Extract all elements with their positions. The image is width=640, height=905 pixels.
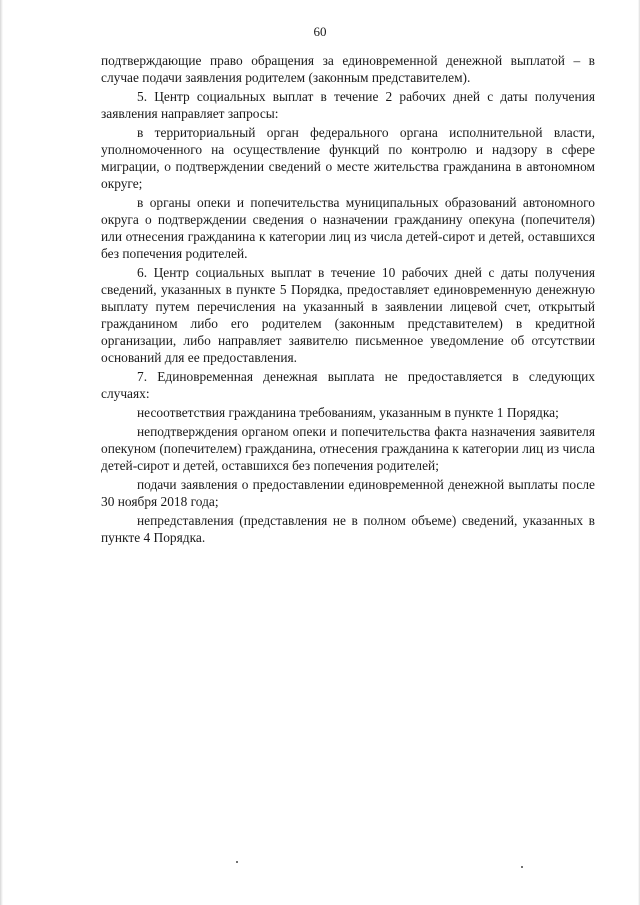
scan-speck bbox=[521, 866, 523, 868]
paragraph-guardianship-request: в органы опеки и попечительства муниципальных образований автономного округа о подтверждении сведения о назначении гражданину опекуна (попечителя) или отнесения гражданина к категории лиц из числа детей-сирот и детей, оставшихся без попечения родителей. bbox=[101, 195, 595, 261]
paragraph-case-requirements: несоответствия гражданина требованиям, указанным в пункте 1 Порядка; bbox=[137, 405, 559, 420]
scan-edge-left bbox=[0, 0, 3, 905]
paragraph-item-6: 6. Центр социальных выплат в течение 10 рабочих дней с даты получения сведений, указанных в пункте 5 Порядка, предоставляет единовременную денежную выплату путем перечисления на указанный в заявлении лицевой счет, открытый гражданином либо его родителем (законным представителем) в кредитной организации, либо направляет заявителю письменное уведомление об отсутствии оснований для ее предоставления. bbox=[101, 265, 595, 365]
paragraph-migration-request: в территориальный орган федерального органа исполнительной власти, уполномоченного на осуществление функций по контролю и надзору в сфере миграции, о подтверждении сведений о месте жительства гражданина в автономном округе; bbox=[101, 125, 595, 191]
paragraph-case-deadline: подачи заявления о предоставлении единовременной денежной выплаты после 30 ноября 2018 года; bbox=[101, 477, 595, 509]
paragraph-case-guardianship: неподтверждения органом опеки и попечительства факта назначения заявителя опекуном (попечителем) гражданина, отнесения гражданина к категории лиц из числа детей-сирот и детей, оставшихся без попечения родителей; bbox=[101, 424, 595, 473]
paragraph-item-5: 5. Центр социальных выплат в течение 2 рабочих дней с даты получения заявления направляет запросы: bbox=[101, 89, 595, 121]
page-number: 60 bbox=[313, 24, 327, 39]
paragraph-item-7: 7. Единовременная денежная выплата не предоставляется в следующих случаях: bbox=[101, 369, 595, 401]
paragraph-continuation: подтверждающие право обращения за единовременной денежной выплатой – в случае подачи заявления родителем (законным представителем). bbox=[101, 53, 595, 85]
paragraph-case-missing-info: непредставления (представления не в полном объеме) сведений, указанных в пункте 4 Порядка. bbox=[101, 513, 595, 545]
document-body bbox=[101, 52, 595, 548]
scan-speck bbox=[236, 861, 238, 863]
